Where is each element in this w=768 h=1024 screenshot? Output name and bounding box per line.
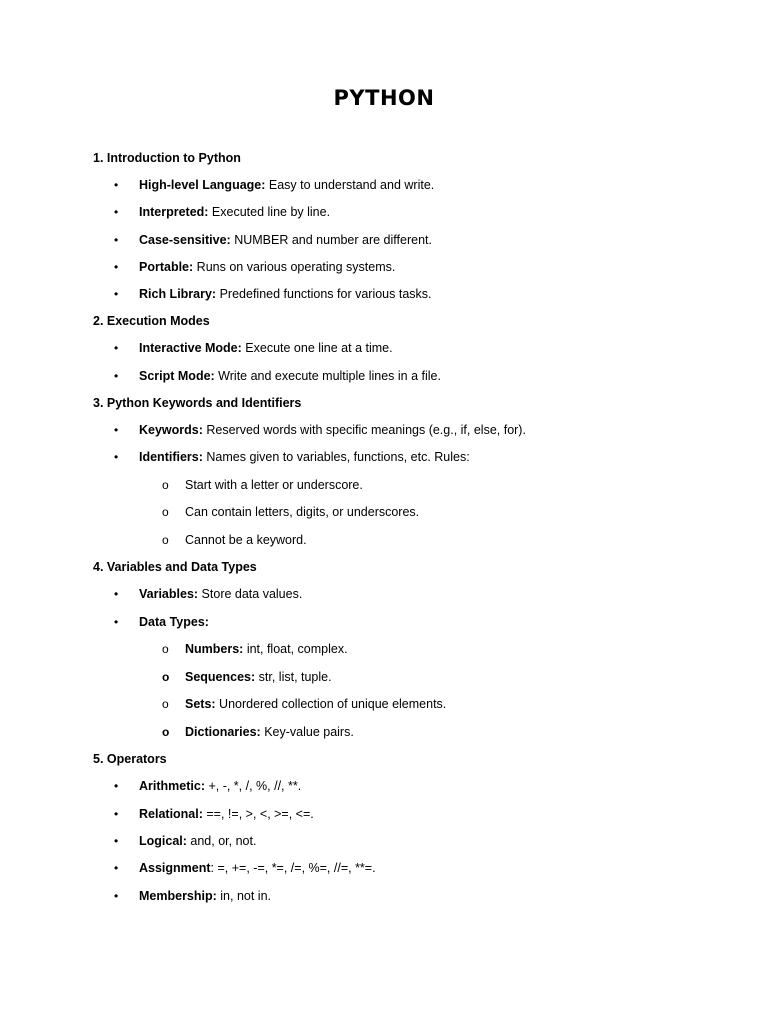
bullet-icon: • [114, 587, 119, 602]
item-term: Rich Library: [139, 287, 217, 302]
sub-item-text: Cannot be a keyword. [185, 532, 307, 547]
item-term: High-level Language: [139, 178, 266, 192]
item-text: Runs on various operating systems. [193, 259, 396, 274]
sub-item-text: Key-value pairs. [260, 724, 354, 739]
bullet-icon: • [114, 806, 119, 821]
item-text: in, not in. [216, 888, 271, 903]
sub-list-item [93, 696, 713, 712]
sub-list-item [93, 477, 713, 493]
item-term: Variables: [139, 587, 199, 602]
item-term: Identifiers: [139, 450, 203, 465]
document-body [93, 150, 713, 915]
item-term: Membership: [139, 888, 217, 903]
bullet-icon: • [114, 888, 119, 903]
sub-item-text: Start with a letter or underscore. [185, 477, 363, 492]
item-text: Easy to understand and write. [265, 178, 435, 192]
list-item [93, 232, 713, 248]
circle-bullet-icon: o [162, 642, 169, 657]
bullet-icon: • [114, 287, 119, 302]
section-heading-keywords-identifiers: 3. Python Keywords and Identifiers [93, 396, 302, 411]
item-term: Interpreted: [139, 205, 209, 220]
sub-list-item [93, 532, 713, 548]
item-text: NUMBER and number are different. [230, 232, 432, 247]
item-text: ==, !=, >, <, >=, <=. [202, 806, 314, 821]
sub-list-item [93, 641, 713, 657]
section-heading-introduction: 1. Introduction to Python [93, 151, 241, 165]
bullet-icon: • [114, 232, 119, 247]
list-item [93, 340, 713, 356]
item-term: Assignment [139, 861, 211, 876]
item-text: +, -, *, /, %, //, **. [204, 779, 302, 794]
item-text: : =, +=, -=, *=, /=, %=, //=, **=. [210, 861, 376, 876]
circle-bullet-icon: o [162, 505, 169, 520]
bullet-icon: • [114, 450, 119, 465]
bullet-icon: • [114, 205, 119, 220]
item-term: Data Types: [139, 614, 209, 629]
list-item [93, 614, 713, 630]
item-text: Store data values. [198, 587, 303, 602]
sub-item-text: int, float, complex. [243, 642, 348, 657]
sub-item-text: Can contain letters, digits, or underscores. [185, 505, 420, 520]
section-heading-execution-modes: 2. Execution Modes [93, 314, 210, 329]
bullet-icon: • [114, 178, 119, 192]
list-item [93, 833, 713, 849]
sub-item-text: Unordered collection of unique elements. [215, 697, 447, 712]
list-item [93, 449, 713, 465]
bullet-icon: • [114, 341, 119, 356]
item-term: Interactive Mode: [139, 341, 242, 356]
list-item [93, 778, 713, 794]
bullet-icon: • [114, 423, 119, 438]
bullet-icon: • [114, 834, 119, 849]
item-text: and, or, not. [186, 834, 257, 849]
circle-bullet-icon: o [162, 477, 169, 492]
list-item [93, 286, 713, 302]
bullet-icon: • [114, 779, 119, 794]
item-text: Write and execute multiple lines in a file. [214, 368, 441, 383]
sub-item-term: Dictionaries: [185, 724, 261, 739]
list-item [93, 204, 713, 220]
item-term: Case-sensitive: [139, 232, 231, 247]
list-item [93, 806, 713, 822]
item-term: Arithmetic: [139, 779, 205, 794]
section-heading-variables-data-types: 4. Variables and Data Types [93, 560, 257, 575]
circle-bullet-icon: o [162, 532, 169, 547]
sub-item-text: str, list, tuple. [255, 669, 332, 684]
circle-bullet-icon: o [162, 697, 169, 712]
item-term: Relational: [139, 806, 203, 821]
item-term: Script Mode: [139, 368, 215, 383]
item-term: Keywords: [139, 423, 203, 438]
item-text: Predefined functions for various tasks. [216, 287, 432, 302]
section-heading-operators: 5. Operators [93, 752, 167, 767]
list-item [93, 177, 713, 193]
sub-item-term: Sequences: [185, 669, 256, 684]
page-title: PYTHON [333, 86, 435, 110]
circle-bullet-icon: o [162, 669, 170, 684]
list-item [93, 586, 713, 602]
item-text: Reserved words with specific meanings (e.g., if, else, for). [202, 423, 526, 438]
list-item [93, 860, 713, 876]
list-item [93, 422, 713, 438]
list-item [93, 259, 713, 275]
item-term: Portable: [139, 259, 194, 274]
bullet-icon: • [114, 259, 119, 274]
item-term: Logical: [139, 834, 187, 849]
list-item [93, 888, 713, 904]
sub-item-term: Numbers: [185, 642, 244, 657]
sub-item-term: Sets: [185, 697, 216, 712]
item-text: Executed line by line. [208, 205, 331, 220]
sub-list-item [93, 504, 713, 520]
list-item [93, 368, 713, 384]
bullet-icon: • [114, 368, 119, 383]
item-text: Execute one line at a time. [241, 341, 393, 356]
bullet-icon: • [114, 614, 119, 629]
circle-bullet-icon: o [162, 724, 170, 739]
sub-list-item [93, 669, 713, 685]
bullet-icon: • [114, 861, 119, 876]
sub-list-item [93, 724, 713, 740]
item-text: Names given to variables, functions, etc. Rules: [202, 450, 470, 465]
